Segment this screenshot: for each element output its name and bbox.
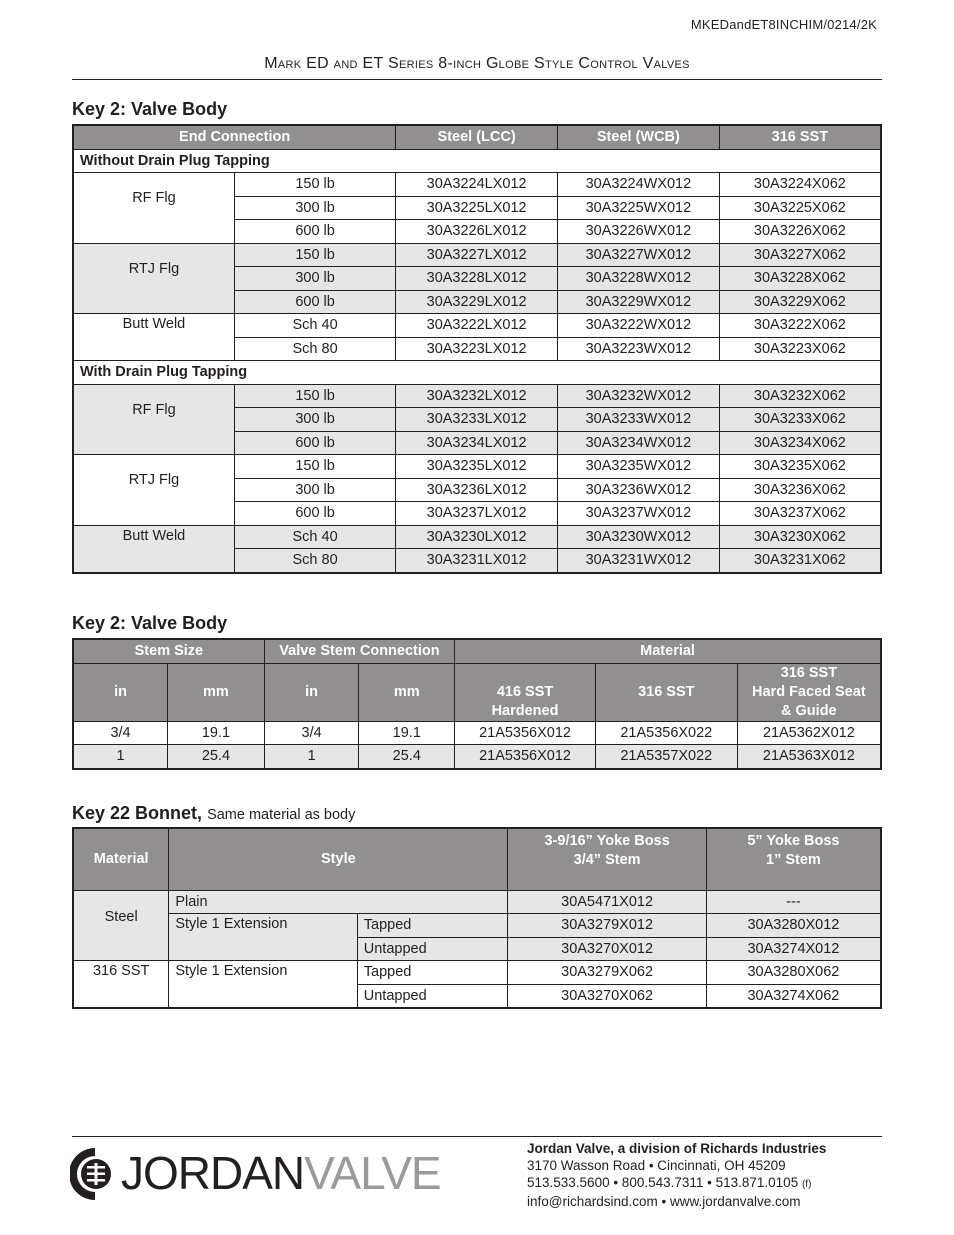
connection-type: RTJ Flg <box>73 455 234 526</box>
part-number: 30A3270X062 <box>508 984 707 1008</box>
part-number: 30A3226X062 <box>719 220 881 244</box>
part-number: 30A3280X012 <box>706 914 881 938</box>
header-416-sst-hardened <box>455 663 596 721</box>
phone-numbers <box>527 1174 826 1193</box>
part-number: 30A3230X062 <box>719 525 881 549</box>
part-number: 30A3230WX012 <box>558 525 720 549</box>
part-number: 30A3223LX012 <box>396 337 558 361</box>
logo-word-jordan: JORDAN <box>121 1147 305 1199</box>
part-number: 30A5471X012 <box>508 890 707 914</box>
section-heading: Without Drain Plug Tapping <box>73 149 881 173</box>
logo-word-valve: VALVE <box>304 1147 441 1199</box>
part-number: 30A3223X062 <box>719 337 881 361</box>
style-tapped: Tapped <box>357 961 508 985</box>
part-number: 30A3234LX012 <box>396 431 558 455</box>
material-steel: Steel <box>73 890 169 961</box>
header-yoke-boss-3-9-16 <box>508 828 707 890</box>
table1-title: Key 2: Valve Body <box>72 99 228 119</box>
pressure-class: 300 lb <box>234 196 395 220</box>
part-number: 30A3224WX012 <box>558 173 720 197</box>
part-number: 30A3237X062 <box>719 502 881 526</box>
pressure-class: Sch 80 <box>234 337 395 361</box>
part-number: 30A3222WX012 <box>558 314 720 338</box>
style-1-extension: Style 1 Extension <box>169 961 357 1009</box>
connection-type: RF Flg <box>73 384 234 455</box>
part-number: 30A3280X062 <box>706 961 881 985</box>
part-number: 30A3237LX012 <box>396 502 558 526</box>
sub-in: in <box>73 663 168 721</box>
document-id: MKEDandET8INCHIM/0214/2K <box>690 17 877 32</box>
part-number: 30A3235WX012 <box>558 455 720 479</box>
part-number: 30A3233LX012 <box>396 408 558 432</box>
pressure-class: Sch 40 <box>234 314 395 338</box>
style-1-extension: Style 1 Extension <box>169 914 357 961</box>
table-row <box>73 173 881 197</box>
header-line: Hardened <box>491 702 559 719</box>
phone-text: 513.533.5600 • 800.543.7311 • 513.871.0105 <box>527 1175 799 1190</box>
part-number: 30A3227WX012 <box>558 243 720 267</box>
header-material: Material <box>73 828 169 890</box>
part-number: 30A3227LX012 <box>396 243 558 267</box>
part-number: 30A3229X062 <box>719 290 881 314</box>
part-number: 30A3232WX012 <box>558 384 720 408</box>
part-number: 30A3233X062 <box>719 408 881 432</box>
table3-title <box>72 803 355 824</box>
table-row <box>73 721 881 745</box>
part-number: --- <box>706 890 881 914</box>
pressure-class: 600 lb <box>234 502 395 526</box>
part-number: 21A5363X012 <box>737 745 881 769</box>
footer-rule <box>72 1136 882 1137</box>
size-value: 3/4 <box>264 721 359 745</box>
table-row <box>73 384 881 408</box>
header-316-sst: 316 SST <box>719 125 881 149</box>
size-value: 25.4 <box>359 745 455 769</box>
part-number: 30A3232LX012 <box>396 384 558 408</box>
part-number: 30A3232X062 <box>719 384 881 408</box>
header-line: 1” Stem <box>766 852 821 868</box>
part-number: 21A5356X012 <box>455 745 596 769</box>
part-number: 30A3224X062 <box>719 173 881 197</box>
header-end-connection: End Connection <box>73 125 396 149</box>
header-valve-stem-connection: Valve Stem Connection <box>264 639 454 663</box>
pressure-class: 300 lb <box>234 478 395 502</box>
style-untapped: Untapped <box>357 984 508 1008</box>
header-line: 5” Yoke Boss <box>747 833 840 849</box>
part-number: 30A3274X012 <box>706 937 881 961</box>
table-row <box>73 314 881 338</box>
table-row <box>73 745 881 769</box>
header-line: 416 SST <box>496 683 554 700</box>
table3-title-text: Key 22 Bonnet, <box>72 803 203 823</box>
part-number: 30A3227X062 <box>719 243 881 267</box>
header-line: 3-9/16” Yoke Boss <box>544 833 670 849</box>
bonnet-table <box>72 827 882 1009</box>
pressure-class: 300 lb <box>234 267 395 291</box>
pressure-class: 600 lb <box>234 220 395 244</box>
stem-material-table <box>72 638 882 770</box>
pressure-class: 600 lb <box>234 290 395 314</box>
header-steel-lcc: Steel (LCC) <box>396 125 558 149</box>
sub-mm: mm <box>168 663 265 721</box>
section-row <box>73 149 881 173</box>
header-line: Hard Faced Seat <box>752 683 866 700</box>
part-number: 30A3235LX012 <box>396 455 558 479</box>
connection-type: RTJ Flg <box>73 243 234 314</box>
part-number: 30A3230LX012 <box>396 525 558 549</box>
table-row <box>73 961 881 985</box>
part-number: 21A5362X012 <box>737 721 881 745</box>
part-number: 30A3229WX012 <box>558 290 720 314</box>
part-number: 30A3279X062 <box>508 961 707 985</box>
header-rule <box>72 79 882 80</box>
part-number: 30A3222X062 <box>719 314 881 338</box>
header-style: Style <box>169 828 508 890</box>
part-number: 30A3270X012 <box>508 937 707 961</box>
table2-title: Key 2: Valve Body <box>72 613 228 633</box>
style-tapped: Tapped <box>357 914 508 938</box>
series-title: Mark ED and ET Series 8-inch Globe Style Control Valves <box>264 55 690 72</box>
company-logo-wordmark <box>121 1149 441 1197</box>
connection-type: Butt Weld <box>73 525 234 573</box>
size-value: 1 <box>264 745 359 769</box>
header-line: & Guide <box>781 702 837 719</box>
part-number: 30A3228X062 <box>719 267 881 291</box>
header-stem-size: Stem Size <box>73 639 264 663</box>
pressure-class: 150 lb <box>234 384 395 408</box>
table-row <box>73 525 881 549</box>
section-heading: With Drain Plug Tapping <box>73 361 881 385</box>
connection-type: Butt Weld <box>73 314 234 361</box>
size-value: 19.1 <box>359 721 455 745</box>
part-number: 21A5356X022 <box>595 721 737 745</box>
pressure-class: 150 lb <box>234 173 395 197</box>
company-name: Jordan Valve, a division of Richards Industries <box>527 1141 827 1156</box>
sub-in: in <box>264 663 359 721</box>
table-row <box>73 243 881 267</box>
part-number: 30A3231X062 <box>719 549 881 573</box>
part-number: 30A3235X062 <box>719 455 881 479</box>
header-yoke-boss-5 <box>706 828 881 890</box>
address: 3170 Wasson Road • Cincinnati, OH 45209 <box>527 1158 786 1173</box>
connection-type: RF Flg <box>73 173 234 244</box>
jordan-valve-logo-icon <box>70 1146 120 1202</box>
pressure-class: Sch 80 <box>234 549 395 573</box>
part-number: 30A3225X062 <box>719 196 881 220</box>
table-row <box>73 914 881 938</box>
table3-subtitle: Same material as body <box>207 807 356 823</box>
part-number: 30A3236X062 <box>719 478 881 502</box>
pressure-class: Sch 40 <box>234 525 395 549</box>
part-number: 30A3225LX012 <box>396 196 558 220</box>
part-number: 30A3226LX012 <box>396 220 558 244</box>
web-contact: info@richardsind.com • www.jordanvalve.com <box>527 1194 801 1209</box>
size-value: 25.4 <box>168 745 265 769</box>
part-number: 30A3237WX012 <box>558 502 720 526</box>
part-number: 30A3229LX012 <box>396 290 558 314</box>
size-value: 3/4 <box>73 721 168 745</box>
header-316-sst-hard-faced <box>737 663 881 721</box>
part-number: 30A3228LX012 <box>396 267 558 291</box>
part-number: 30A3233WX012 <box>558 408 720 432</box>
part-number: 30A3236WX012 <box>558 478 720 502</box>
header-line: 316 SST <box>780 664 838 681</box>
part-number: 30A3234WX012 <box>558 431 720 455</box>
part-number: 30A3231LX012 <box>396 549 558 573</box>
header-steel-wcb: Steel (WCB) <box>558 125 720 149</box>
table-row <box>73 455 881 479</box>
part-number: 30A3234X062 <box>719 431 881 455</box>
header-316-sst: 316 SST <box>595 663 737 721</box>
part-number: 30A3224LX012 <box>396 173 558 197</box>
part-number: 30A3228WX012 <box>558 267 720 291</box>
part-number: 30A3231WX012 <box>558 549 720 573</box>
pressure-class: 300 lb <box>234 408 395 432</box>
header-material: Material <box>455 639 881 663</box>
pressure-class: 150 lb <box>234 243 395 267</box>
size-value: 19.1 <box>168 721 265 745</box>
table-row <box>73 890 881 914</box>
material-316-sst: 316 SST <box>73 961 169 1009</box>
part-number: 30A3222LX012 <box>396 314 558 338</box>
style-untapped: Untapped <box>357 937 508 961</box>
contact-block <box>527 1140 826 1210</box>
pressure-class: 600 lb <box>234 431 395 455</box>
part-number: 30A3225WX012 <box>558 196 720 220</box>
pressure-class: 150 lb <box>234 455 395 479</box>
style-plain: Plain <box>169 890 508 914</box>
part-number: 30A3279X012 <box>508 914 707 938</box>
part-number: 30A3274X062 <box>706 984 881 1008</box>
part-number: 21A5356X012 <box>455 721 596 745</box>
sub-mm: mm <box>359 663 455 721</box>
part-number: 21A5357X022 <box>595 745 737 769</box>
size-value: 1 <box>73 745 168 769</box>
valve-body-end-connection-table <box>72 124 882 574</box>
header-line: 3/4” Stem <box>573 852 641 868</box>
part-number: 30A3226WX012 <box>558 220 720 244</box>
section-row <box>73 361 881 385</box>
part-number: 30A3223WX012 <box>558 337 720 361</box>
fax-mark: (f) <box>801 1179 812 1190</box>
part-number: 30A3236LX012 <box>396 478 558 502</box>
